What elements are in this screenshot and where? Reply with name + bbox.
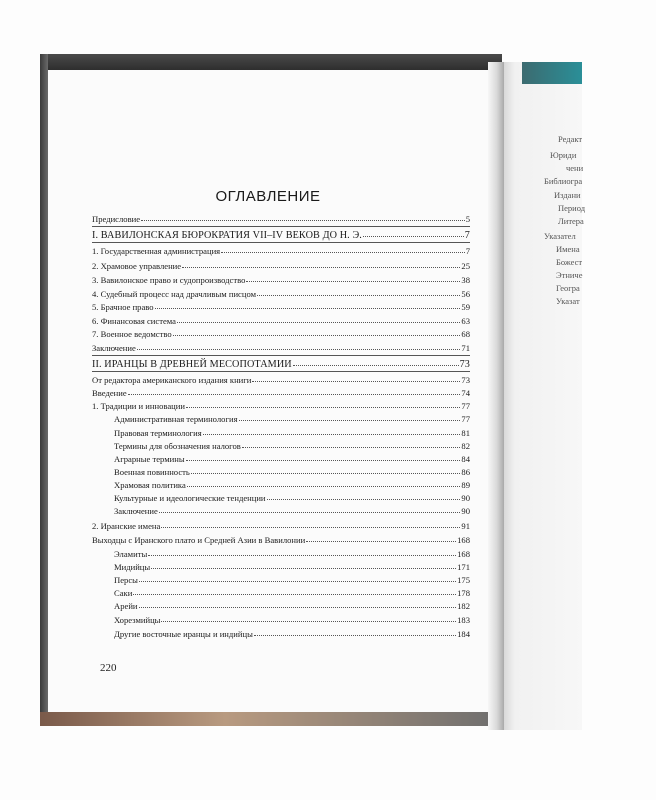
toc-leader-dots [148, 555, 456, 556]
toc-leader-dots [242, 447, 461, 448]
toc-entry [114, 454, 470, 464]
toc-leader-dots [187, 486, 461, 487]
toc-entry-label: Саки [114, 588, 133, 598]
toc-leader-dots [191, 473, 461, 474]
toc-entry-label: 2. Иранские имена [92, 521, 161, 531]
toc-leader-dots [139, 607, 457, 608]
facing-page-fragment: Геогра [556, 283, 580, 293]
toc-entry-label: 7. Военное ведомство [92, 329, 172, 339]
facing-page-fragment: Указат [556, 296, 580, 306]
toc-entry-label: 1. Традиции и инновации [92, 401, 185, 411]
book-cover-top-edge [40, 54, 502, 70]
toc-entry-page: 89 [461, 480, 470, 490]
toc-divider [92, 355, 470, 356]
toc-entry-label: Другие восточные иранцы и индийцы [114, 629, 253, 639]
toc-page [48, 70, 488, 712]
toc-leader-dots [133, 594, 456, 595]
toc-entry [92, 388, 470, 398]
toc-leader-dots [257, 295, 460, 296]
toc-entry-label: Выходцы с Иранского плато и Средней Азии в Вавилонии [92, 535, 306, 545]
toc-entry-page: 7 [464, 230, 470, 241]
toc-entry-label: Заключение [114, 506, 158, 516]
toc-entry-label: Термины для обозначения налогов [114, 441, 241, 451]
toc-entry-page: 56 [461, 289, 470, 299]
facing-page-fragment: Период [558, 203, 586, 213]
toc-entry-page: 7 [465, 246, 470, 256]
toc-entry-label: 6. Финансовая система [92, 316, 176, 326]
toc-leader-dots [161, 621, 456, 622]
toc-entry-label: I. ВАВИЛОНСКАЯ БЮРОКРАТИЯ VII–IV ВЕКОВ ДО Н. Э. [92, 230, 362, 241]
facing-page-fragment: Имена [556, 244, 580, 254]
facing-page-fragment: Этниче [556, 270, 583, 280]
toc-entry [114, 467, 470, 477]
toc-leader-dots [155, 308, 461, 309]
toc-entry-label: От редактора американского издания книги [92, 375, 252, 385]
toc-leader-dots [128, 394, 461, 395]
toc-entry-label: 1. Государственная администрация [92, 246, 221, 256]
toc-entry-label: Административная терминология [114, 414, 238, 424]
toc-leader-dots [252, 381, 460, 382]
toc-leader-dots [141, 220, 465, 221]
toc-entry [92, 214, 470, 224]
toc-entry [92, 246, 470, 256]
toc-part-heading [92, 230, 470, 241]
toc-entry [114, 493, 470, 503]
toc-entry-label: 2. Храмовое управление [92, 261, 182, 271]
toc-leader-dots [239, 420, 461, 421]
toc-leader-dots [254, 635, 456, 636]
toc-entry-page: 90 [461, 506, 470, 516]
toc-entry [114, 414, 470, 424]
toc-entry [114, 588, 470, 598]
toc-entry-page: 84 [461, 454, 470, 464]
toc-divider [92, 226, 470, 227]
toc-entry-page: 59 [461, 302, 470, 312]
toc-leader-dots [246, 281, 460, 282]
toc-entry-page: 73 [459, 359, 470, 370]
page-number: 220 [100, 662, 117, 674]
toc-leader-dots [182, 267, 460, 268]
toc-entry-page: 63 [461, 316, 470, 326]
toc-entry [92, 329, 470, 339]
toc-entry-page: 90 [461, 493, 470, 503]
toc-entry-page: 73 [461, 375, 470, 385]
toc-entry [114, 480, 470, 490]
toc-leader-dots [137, 349, 461, 350]
toc-entry [114, 629, 470, 639]
toc-leader-dots [267, 499, 461, 500]
toc-entry [92, 275, 470, 285]
toc-divider [92, 371, 470, 372]
toc-entry-label: Предисловие [92, 214, 141, 224]
toc-leader-dots [306, 541, 456, 542]
facing-page-fragment: Издани [554, 190, 581, 200]
toc-entry-page: 77 [461, 401, 470, 411]
toc-entry-page: 71 [461, 343, 470, 353]
toc-entry [92, 316, 470, 326]
facing-page [500, 62, 586, 730]
toc-leader-dots [161, 527, 460, 528]
facing-page-color-strip [522, 62, 582, 84]
toc-divider [92, 242, 470, 243]
toc-entry [114, 506, 470, 516]
toc-entry [92, 521, 470, 531]
toc-leader-dots [159, 512, 461, 513]
toc-entry [114, 575, 470, 585]
toc-title: ОГЛАВЛЕНИЕ [215, 188, 321, 205]
facing-page-fragment: Указател [544, 231, 576, 241]
toc-leader-dots [177, 322, 460, 323]
toc-entry [92, 302, 470, 312]
facing-page-fragment: Библиогра [544, 176, 583, 186]
toc-entry-page: 91 [461, 521, 470, 531]
toc-entry-page: 182 [457, 601, 470, 611]
facing-page-fragment: Литера [558, 216, 584, 226]
toc-entry [114, 615, 470, 625]
toc-leader-dots [363, 236, 464, 237]
toc-entry-page: 68 [461, 329, 470, 339]
toc-entry-label: Хорезмийцы [114, 615, 161, 625]
facing-page-fragment: чени [566, 163, 584, 173]
toc-leader-dots [293, 365, 459, 366]
toc-entry [114, 441, 470, 451]
toc-entry-page: 86 [461, 467, 470, 477]
toc-leader-dots [173, 335, 461, 336]
toc-entry-page: 82 [461, 441, 470, 451]
toc-entry [114, 428, 470, 438]
toc-entry [114, 549, 470, 559]
toc-entry [114, 601, 470, 611]
toc-entry [92, 375, 470, 385]
toc-entry-page: 168 [457, 549, 470, 559]
toc-entry-label: Военная повинность [114, 467, 190, 477]
toc-leader-dots [186, 460, 461, 461]
toc-entry-page: 81 [461, 428, 470, 438]
toc-entry-page: 171 [457, 562, 470, 572]
toc-entry-label: II. ИРАНЦЫ В ДРЕВНЕЙ МЕСОПОТАМИИ [92, 359, 292, 370]
toc-entry [92, 289, 470, 299]
toc-entry [92, 401, 470, 411]
toc-part-heading [92, 359, 470, 370]
toc-entry-label: Правовая терминология [114, 428, 202, 438]
book-gutter [488, 62, 504, 730]
toc-entry-page: 74 [461, 388, 470, 398]
toc-entry-page: 77 [461, 414, 470, 424]
toc-entry-page: 178 [457, 588, 470, 598]
toc-entry-label: Заключение [92, 343, 136, 353]
toc-entry-page: 168 [457, 535, 470, 545]
facing-page-fragment: Юриди [550, 150, 577, 160]
toc-entry [92, 343, 470, 353]
toc-entry-label: Персы [114, 575, 138, 585]
toc-entry-label: Культурные и идеологические тенденции [114, 493, 266, 503]
toc-entry [114, 562, 470, 572]
toc-entry [92, 535, 470, 545]
toc-leader-dots [203, 434, 461, 435]
toc-entry-label: Мидийцы [114, 562, 151, 572]
book-cover-left-edge [40, 54, 48, 724]
facing-page-fragment: Божест [556, 257, 583, 267]
toc-entry [92, 261, 470, 271]
book-cover-bottom-edge [40, 712, 502, 726]
toc-entry-page: 175 [457, 575, 470, 585]
toc-entry-label: Эламиты [114, 549, 148, 559]
toc-leader-dots [151, 568, 456, 569]
toc-entry-label: Арейи [114, 601, 138, 611]
toc-entry-label: Аграрные термины [114, 454, 185, 464]
toc-entry-label: 3. Вавилонское право и судопроизводство [92, 275, 246, 285]
toc-leader-dots [221, 252, 465, 253]
toc-entry-label: Введение [92, 388, 127, 398]
toc-entry-page: 5 [465, 214, 470, 224]
toc-leader-dots [186, 407, 460, 408]
toc-entry-label: 5. Брачное право [92, 302, 154, 312]
facing-page-fragment: Редакт [558, 134, 583, 144]
toc-entry-page: 183 [457, 615, 470, 625]
toc-entry-page: 38 [461, 275, 470, 285]
toc-entry-page: 184 [457, 629, 470, 639]
toc-entry-label: 4. Судебный процесс над драчливым писцом [92, 289, 257, 299]
toc-entry-page: 25 [461, 261, 470, 271]
toc-leader-dots [139, 581, 456, 582]
toc-entry-label: Храмовая политика [114, 480, 186, 490]
